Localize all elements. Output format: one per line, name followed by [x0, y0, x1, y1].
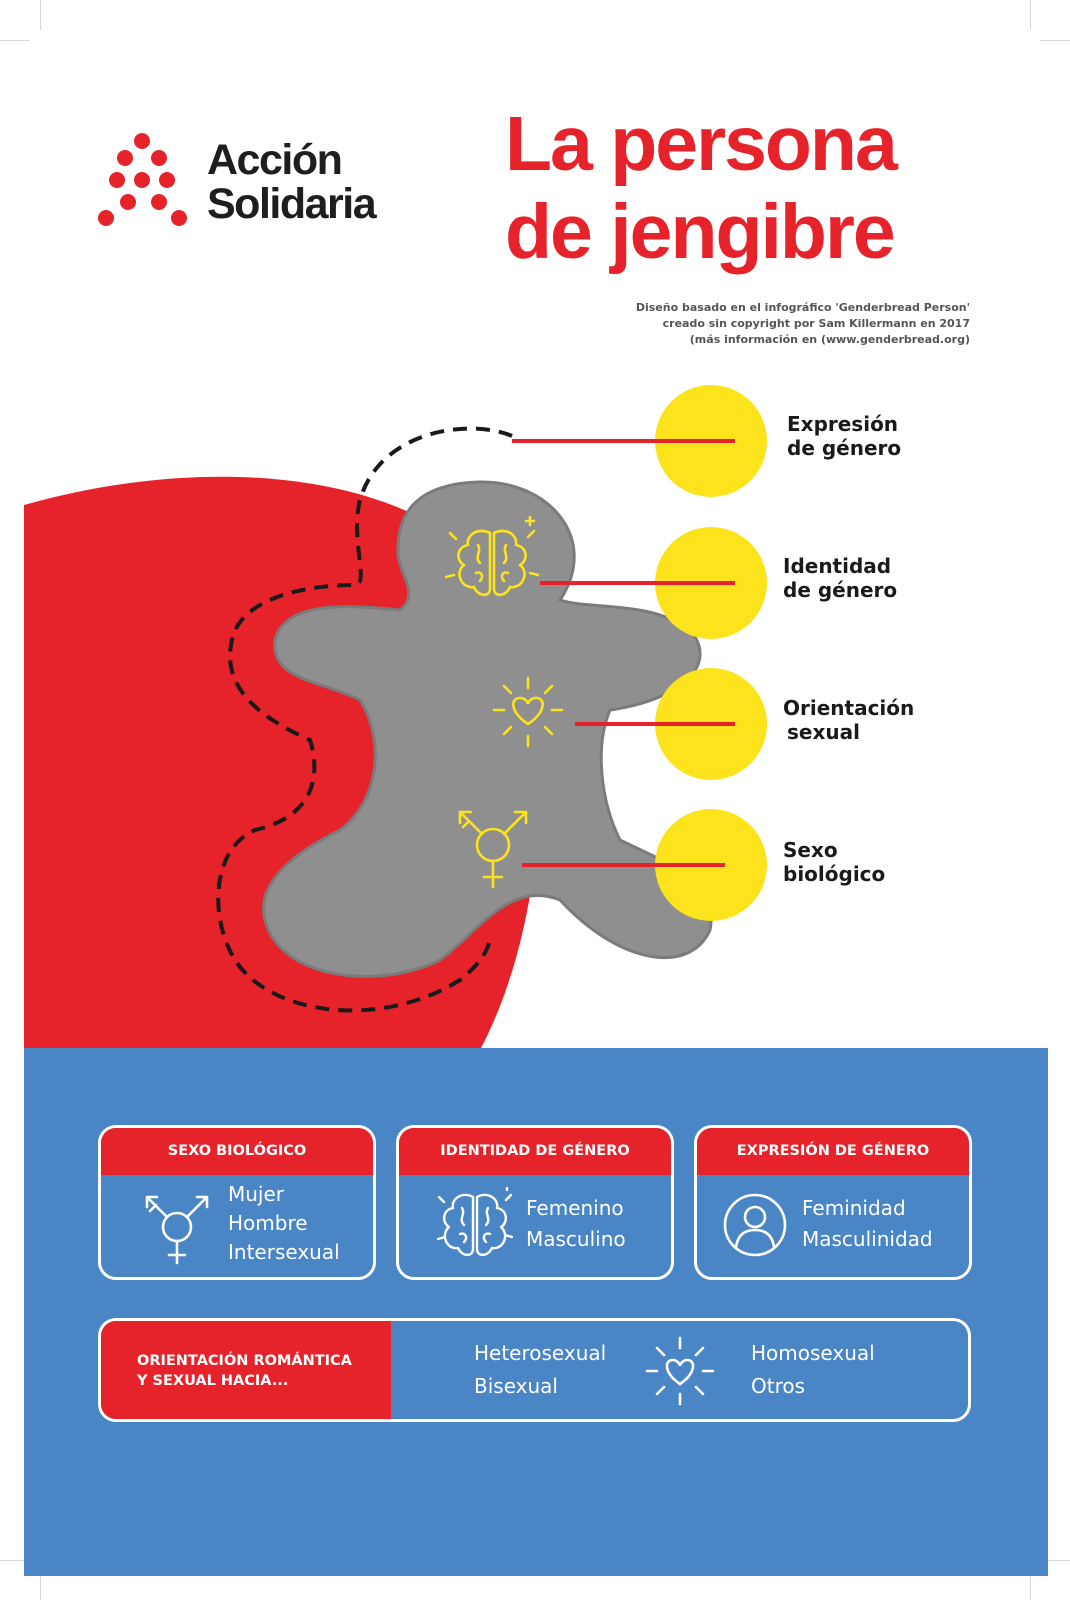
orientation-right-list	[751, 1337, 875, 1403]
card-item: Femenino	[526, 1196, 624, 1220]
dimension-label-line: sexual	[787, 720, 860, 744]
logo-line-2: Solidaria	[207, 180, 376, 228]
dimension-label-orientacion	[783, 696, 914, 744]
orientation-item: Otros	[751, 1374, 806, 1398]
card-items	[526, 1193, 626, 1255]
dimension-label-line: Sexo	[783, 838, 838, 862]
card-item: Masculinidad	[802, 1227, 933, 1251]
orientation-title-line: ORIENTACIÓN ROMÁNTICA	[137, 1353, 352, 1369]
orientation-title-line: Y SEXUAL HACIA...	[137, 1373, 289, 1389]
orientation-item: Bisexual	[474, 1374, 558, 1398]
credit-line-2: creado sin copyright por Sam Killermann en 2017	[662, 317, 970, 330]
dimension-label-sexo	[783, 838, 885, 886]
card-body	[399, 1175, 671, 1280]
card-title: IDENTIDAD DE GÉNERO	[399, 1128, 671, 1175]
dimension-label-line: Expresión	[787, 412, 899, 436]
card-items	[802, 1193, 933, 1255]
card-body	[101, 1175, 373, 1280]
card-sexo-biologico	[98, 1125, 376, 1280]
orientation-item: Heterosexual	[474, 1341, 607, 1365]
dimension-label-line: Orientación	[783, 696, 915, 720]
dimension-label-line: de género	[783, 578, 898, 602]
card-title: SEXO BIOLÓGICO	[101, 1128, 373, 1175]
card-body	[697, 1175, 969, 1280]
dimension-label-expresion	[787, 412, 901, 460]
card-item: Intersexual	[228, 1240, 340, 1264]
credit-line-1: Diseño basado en el infográfico 'Genderbread Person'	[635, 301, 970, 314]
dimension-label-line: de género	[787, 436, 902, 460]
heart-icon	[643, 1334, 717, 1408]
brain-icon	[437, 1187, 513, 1263]
card-item: Feminidad	[802, 1196, 906, 1220]
orientation-left-list	[474, 1337, 606, 1403]
title-line-2: de jengibre	[505, 189, 894, 275]
orientation-item: Homosexual	[751, 1341, 875, 1365]
card-items	[228, 1180, 340, 1267]
orientation-title	[101, 1321, 391, 1419]
card-item: Mujer	[228, 1182, 285, 1206]
card-expresion-genero	[694, 1125, 972, 1280]
logo-line-1: Acción	[207, 136, 342, 184]
card-identidad-genero	[396, 1125, 674, 1280]
dimension-label-line: Identidad	[783, 554, 892, 578]
dimension-label-line: biológico	[783, 862, 886, 886]
title-line-1: La persona	[505, 101, 896, 187]
card-title: EXPRESIÓN DE GÉNERO	[697, 1128, 969, 1175]
gender-symbol-icon	[139, 1187, 215, 1267]
card-item: Hombre	[228, 1211, 308, 1235]
credit-line-3: (más información en (www.genderbread.org)	[689, 333, 970, 346]
card-item: Masculino	[526, 1227, 626, 1251]
card-orientacion	[98, 1318, 971, 1422]
person-icon	[721, 1191, 789, 1259]
dimension-label-identidad	[783, 554, 897, 602]
